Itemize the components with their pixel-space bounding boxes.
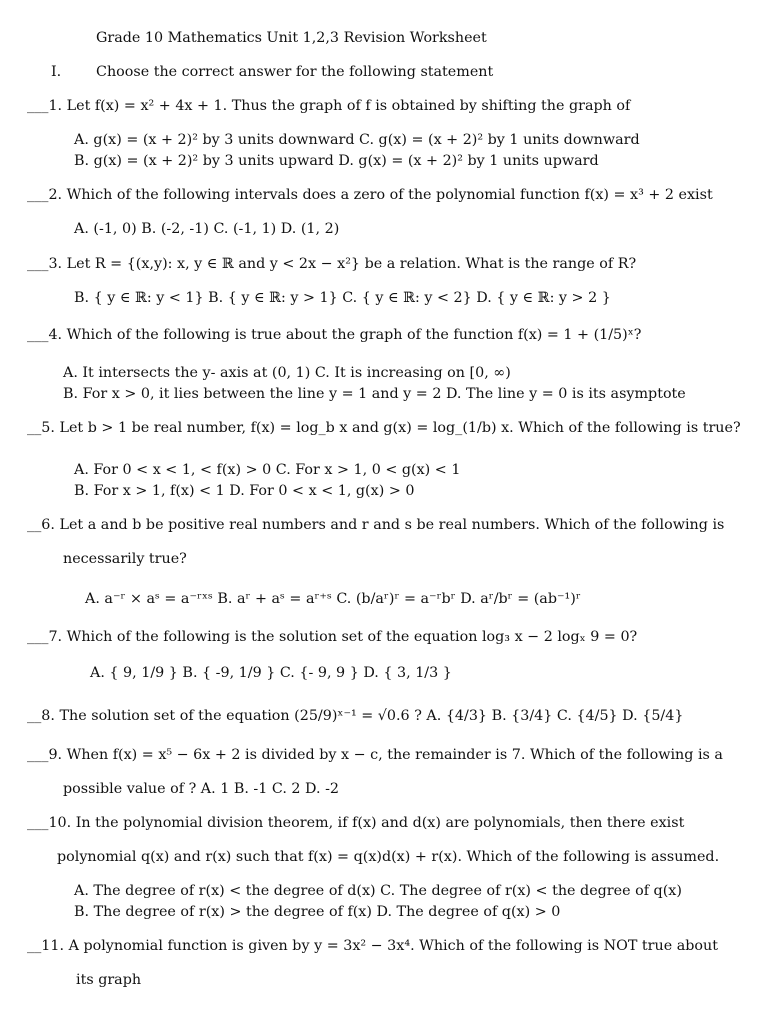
question-11: __11. A polynomial function is given by y = 3x² − 3x⁴. Which of the following is NOT true about — [27, 938, 718, 954]
question-2-choices: A. (-1, 0) B. (-2, -1) C. (-1, 1) D. (1, 2) — [74, 221, 340, 237]
question-5-choices-row1: A. For 0 < x < 1, < f(x) > 0 C. For x > 1, 0 < g(x) < 1 — [74, 462, 461, 478]
question-9-continuation: possible value of ? A. 1 B. -1 C. 2 D. -2 — [63, 781, 340, 797]
question-1: ___1. Let f(x) = x² + 4x + 1. Thus the graph of f is obtained by shifting the graph of — [27, 98, 631, 114]
question-10-continuation: polynomial q(x) and r(x) such that f(x) = q(x)d(x) + r(x). Which of the following is assumed. — [57, 849, 720, 865]
question-5-choices-row2: B. For x > 1, f(x) < 1 D. For 0 < x < 1, g(x) > 0 — [74, 483, 415, 499]
question-7: ___7. Which of the following is the solution set of the equation log₃ x − 2 logₓ 9 = 0? — [27, 629, 638, 645]
worksheet-title: Grade 10 Mathematics Unit 1,2,3 Revision Worksheet — [96, 30, 487, 46]
question-11-continuation: its graph — [76, 972, 142, 988]
question-10-choices-row2: B. The degree of r(x) > the degree of f(x) D. The degree of q(x) > 0 — [74, 904, 561, 920]
question-10-choices-row1: A. The degree of r(x) < the degree of d(x) C. The degree of r(x) < the degree of q(x) — [74, 883, 682, 899]
question-1-choices-row2: B. g(x) = (x + 2)² by 3 units upward D. g(x) = (x + 2)² by 1 units upward — [74, 153, 599, 169]
question-5: __5. Let b > 1 be real number, f(x) = log_b x and g(x) = log_(1/b) x. Which of the following is true? — [27, 420, 741, 436]
question-6-continuation: necessarily true? — [63, 551, 187, 567]
question-3: ___3. Let R = {(x,y): x, y ∈ ℝ and y < 2x − x²} be a relation. What is the range of R? — [27, 256, 637, 272]
question-10: ___10. In the polynomial division theorem, if f(x) and d(x) are polynomials, then there exist — [27, 815, 685, 831]
question-9: ___9. When f(x) = x⁵ − 6x + 2 is divided by x − c, the remainder is 7. Which of the following is a — [27, 747, 723, 763]
section-instruction: Choose the correct answer for the following statement — [96, 64, 494, 80]
section-numeral: I. — [51, 64, 62, 80]
question-2: ___2. Which of the following intervals does a zero of the polynomial function f(x) = x³ + 2 exist — [27, 187, 713, 203]
question-1-choices-row1: A. g(x) = (x + 2)² by 3 units downward C. g(x) = (x + 2)² by 1 units downward — [74, 132, 640, 148]
question-6: __6. Let a and b be positive real numbers and r and s be real numbers. Which of the following is — [27, 517, 725, 533]
question-4-choices-row1: A. It intersects the y- axis at (0, 1) C. It is increasing on [0, ∞) — [63, 365, 511, 381]
question-4: ___4. Which of the following is true about the graph of the function f(x) = 1 + (1/5)ˣ? — [27, 327, 642, 343]
question-8: __8. The solution set of the equation (25/9)ˣ⁻¹ = √0.6 ? A. {4/3} B. {3/4} C. {4/5} D. {5/4} — [27, 708, 684, 724]
question-7-choices: A. { 9, 1/9 } B. { -9, 1/9 } C. {- 9, 9 } D. { 3, 1/3 } — [90, 665, 452, 681]
question-6-choices: A. a⁻ʳ × aˢ = a⁻ʳˣˢ B. aʳ + aˢ = aʳ⁺ˢ C. (b/aʳ)ʳ = a⁻ʳbʳ D. aʳ/bʳ = (ab⁻¹)ʳ — [85, 591, 581, 607]
question-4-choices-row2: B. For x > 0, it lies between the line y = 1 and y = 2 D. The line y = 0 is its asymptote — [63, 386, 686, 402]
question-3-choices: B. { y ∈ ℝ: y < 1} B. { y ∈ ℝ: y > 1} C. { y ∈ ℝ: y < 2} D. { y ∈ ℝ: y > 2 } — [74, 290, 611, 306]
